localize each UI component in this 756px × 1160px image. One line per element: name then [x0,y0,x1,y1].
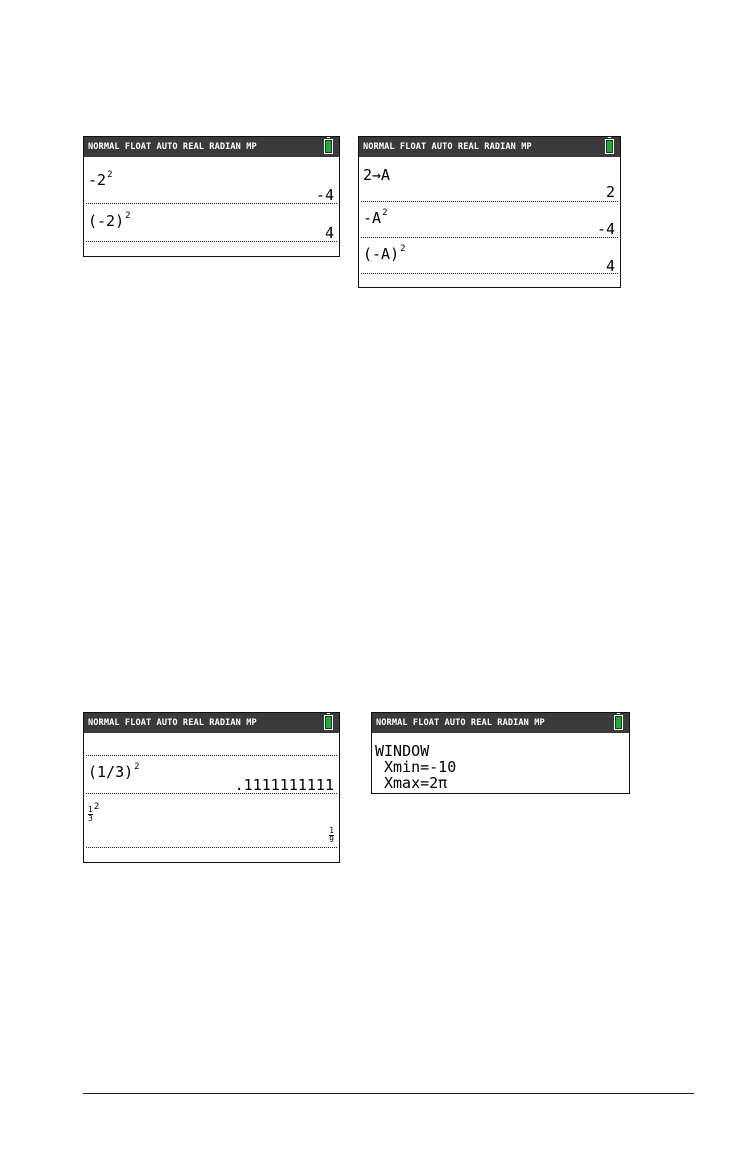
result-value: 4 [605,257,615,275]
calculator-screen-3 [83,712,340,863]
exponent: 2 [107,170,113,180]
window-xmax [384,775,447,792]
history-divider [361,201,618,202]
xmin-label: Xmin= [384,758,430,776]
expression: 2→A [363,166,391,184]
calculator-screen-4 [371,712,630,794]
result-value: -4 [596,220,615,238]
exponent: 2 [400,244,406,254]
status-bar [84,713,339,733]
exponent: 2 [134,762,140,772]
result-value: 2 [605,183,615,201]
expression: (1/3) [88,763,134,781]
xmax-label: Xmax= [384,774,430,792]
battery-icon [614,715,623,730]
history-divider [361,273,618,274]
result-value: -4 [315,186,334,204]
history-divider [361,237,618,238]
footer-divider [83,1093,694,1094]
fraction: $\frac{1}{3}$ [88,805,93,823]
status-text: NORMAL FLOAT AUTO REAL RADIAN MP [363,142,532,152]
battery-icon [605,139,614,154]
expression: -2 [88,171,107,189]
fraction-result: $\frac{1}{9}$ [329,826,334,844]
exponent: 2 [125,211,131,221]
exponent: 2 [93,802,100,812]
history-divider [86,793,337,794]
xmin-value: -10 [429,758,457,776]
exponent: 2 [382,208,388,218]
calculator-screen-1 [83,136,340,257]
battery-icon [324,139,333,154]
status-text: NORMAL FLOAT AUTO REAL RADIAN MP [88,718,257,728]
expression: -A [363,209,382,227]
result-value: .1111111111 [234,776,334,794]
expression: (-2) [88,212,125,230]
status-text: NORMAL FLOAT AUTO REAL RADIAN MP [376,718,545,728]
history-divider [86,203,337,204]
battery-icon [324,715,333,730]
status-text: NORMAL FLOAT AUTO REAL RADIAN MP [88,142,257,152]
status-bar [372,713,629,733]
status-bar [84,137,339,157]
history-divider [86,241,337,242]
calculator-screen-2 [358,136,621,288]
expression: (-A) [363,245,400,263]
result-value: 4 [324,224,334,242]
window-title: WINDOW [375,742,430,760]
status-bar [359,137,620,157]
xmax-value: 2π [429,774,448,792]
history-divider [86,847,337,848]
history-divider [86,755,337,756]
